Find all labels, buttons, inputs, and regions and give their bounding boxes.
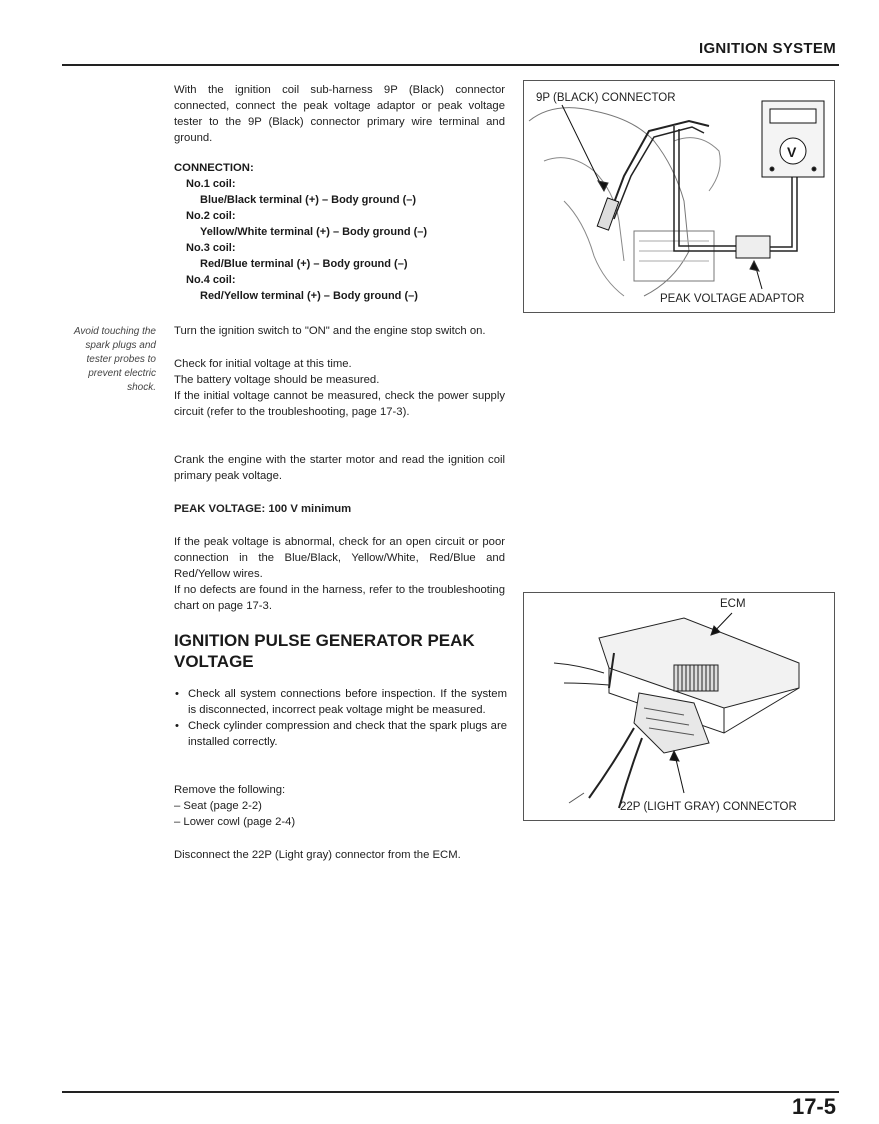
figure-ecm-connector xyxy=(523,592,835,821)
coil-4-spec: Red/Yellow terminal (+) – Body ground (–) xyxy=(200,290,418,302)
step-if-abnormal: If the peak voltage is abnormal, check for an open circuit or poor connection in the Blue/Black, Yellow/White, Red/Blue and Red/Yellow wires. xyxy=(174,536,505,580)
connection-label: CONNECTION: xyxy=(174,162,254,174)
figure-peak-voltage-setup xyxy=(523,80,835,313)
footer-rule xyxy=(62,1091,839,1093)
bullet-dot-icon: • xyxy=(175,720,179,732)
bullet-item xyxy=(174,718,507,750)
coil-1-spec: Blue/Black terminal (+) – Body ground (–) xyxy=(200,194,417,206)
page-number: 17-5 xyxy=(791,1094,836,1119)
step-battery-voltage: The battery voltage should be measured. xyxy=(174,374,380,386)
remove-item-seat: – Seat (page 2-2) xyxy=(174,800,262,812)
figure1-adaptor-label: PEAK VOLTAGE ADAPTOR xyxy=(660,293,805,305)
step-check-initial: Check for initial voltage at this time. xyxy=(174,358,352,370)
figure1-connector-label: 9P (BLACK) CONNECTOR xyxy=(536,92,676,104)
step-ignition-on: Turn the ignition switch to "ON" and the engine stop switch on. xyxy=(174,325,486,337)
page-header-title: IGNITION SYSTEM xyxy=(698,40,836,57)
coil-3-name: No.3 coil: xyxy=(186,242,236,254)
remove-item-lower-cowl: – Lower cowl (page 2-4) xyxy=(174,816,296,828)
figure2-ecm-label: ECM xyxy=(720,598,746,610)
coil-2-name: No.2 coil: xyxy=(186,210,236,222)
step-if-no-defects: If no defects are found in the harness, refer to the troubleshooting chart on page 17-3. xyxy=(174,584,505,612)
disconnect-instruction: Disconnect the 22P (Light gray) connector from the ECM. xyxy=(174,849,461,861)
bullet-dot-icon: • xyxy=(175,688,179,700)
figure-peak-voltage-illustration xyxy=(524,81,834,312)
bullet-text: Check cylinder compression and check that the spark plugs are installed correctly. xyxy=(188,720,507,748)
bullet-item xyxy=(174,686,507,718)
remove-intro: Remove the following: xyxy=(174,784,286,796)
peak-voltage-spec: PEAK VOLTAGE: 100 V minimum xyxy=(174,503,352,515)
intro-paragraph: With the ignition coil sub-harness 9P (Black) connector connected, connect the peak voltage adaptor or peak voltage tester to the 9P (Black) connector primary wire terminal and ground. xyxy=(174,84,505,144)
figure-ecm-illustration xyxy=(524,593,834,820)
step-if-cannot: If the initial voltage cannot be measured, check the power supply circuit (refer to the troubleshooting, page 17-3). xyxy=(174,390,505,418)
inspection-bullet-list xyxy=(174,686,507,750)
bullet-text: Check all system connections before inspection. If the system is disconnected, incorrect peak voltage might be measured. xyxy=(188,688,507,716)
header-rule xyxy=(62,64,839,66)
coil-3-spec: Red/Blue terminal (+) – Body ground (–) xyxy=(200,258,408,270)
figure2-connector-label: 22P (LIGHT GRAY) CONNECTOR xyxy=(620,801,797,813)
step-crank: Crank the engine with the starter motor and read the ignition coil primary peak voltage. xyxy=(174,454,505,482)
margin-caution-note: Avoid touching the spark plugs and tester probes to prevent electric shock. xyxy=(73,326,156,393)
coil-4-name: No.4 coil: xyxy=(186,274,236,286)
voltmeter-symbol: V xyxy=(787,144,797,160)
section-heading: IGNITION PULSE GENERATOR PEAK VOLTAGE xyxy=(174,631,475,671)
coil-2-spec: Yellow/White terminal (+) – Body ground (–) xyxy=(200,226,428,238)
coil-1-name: No.1 coil: xyxy=(186,178,236,190)
